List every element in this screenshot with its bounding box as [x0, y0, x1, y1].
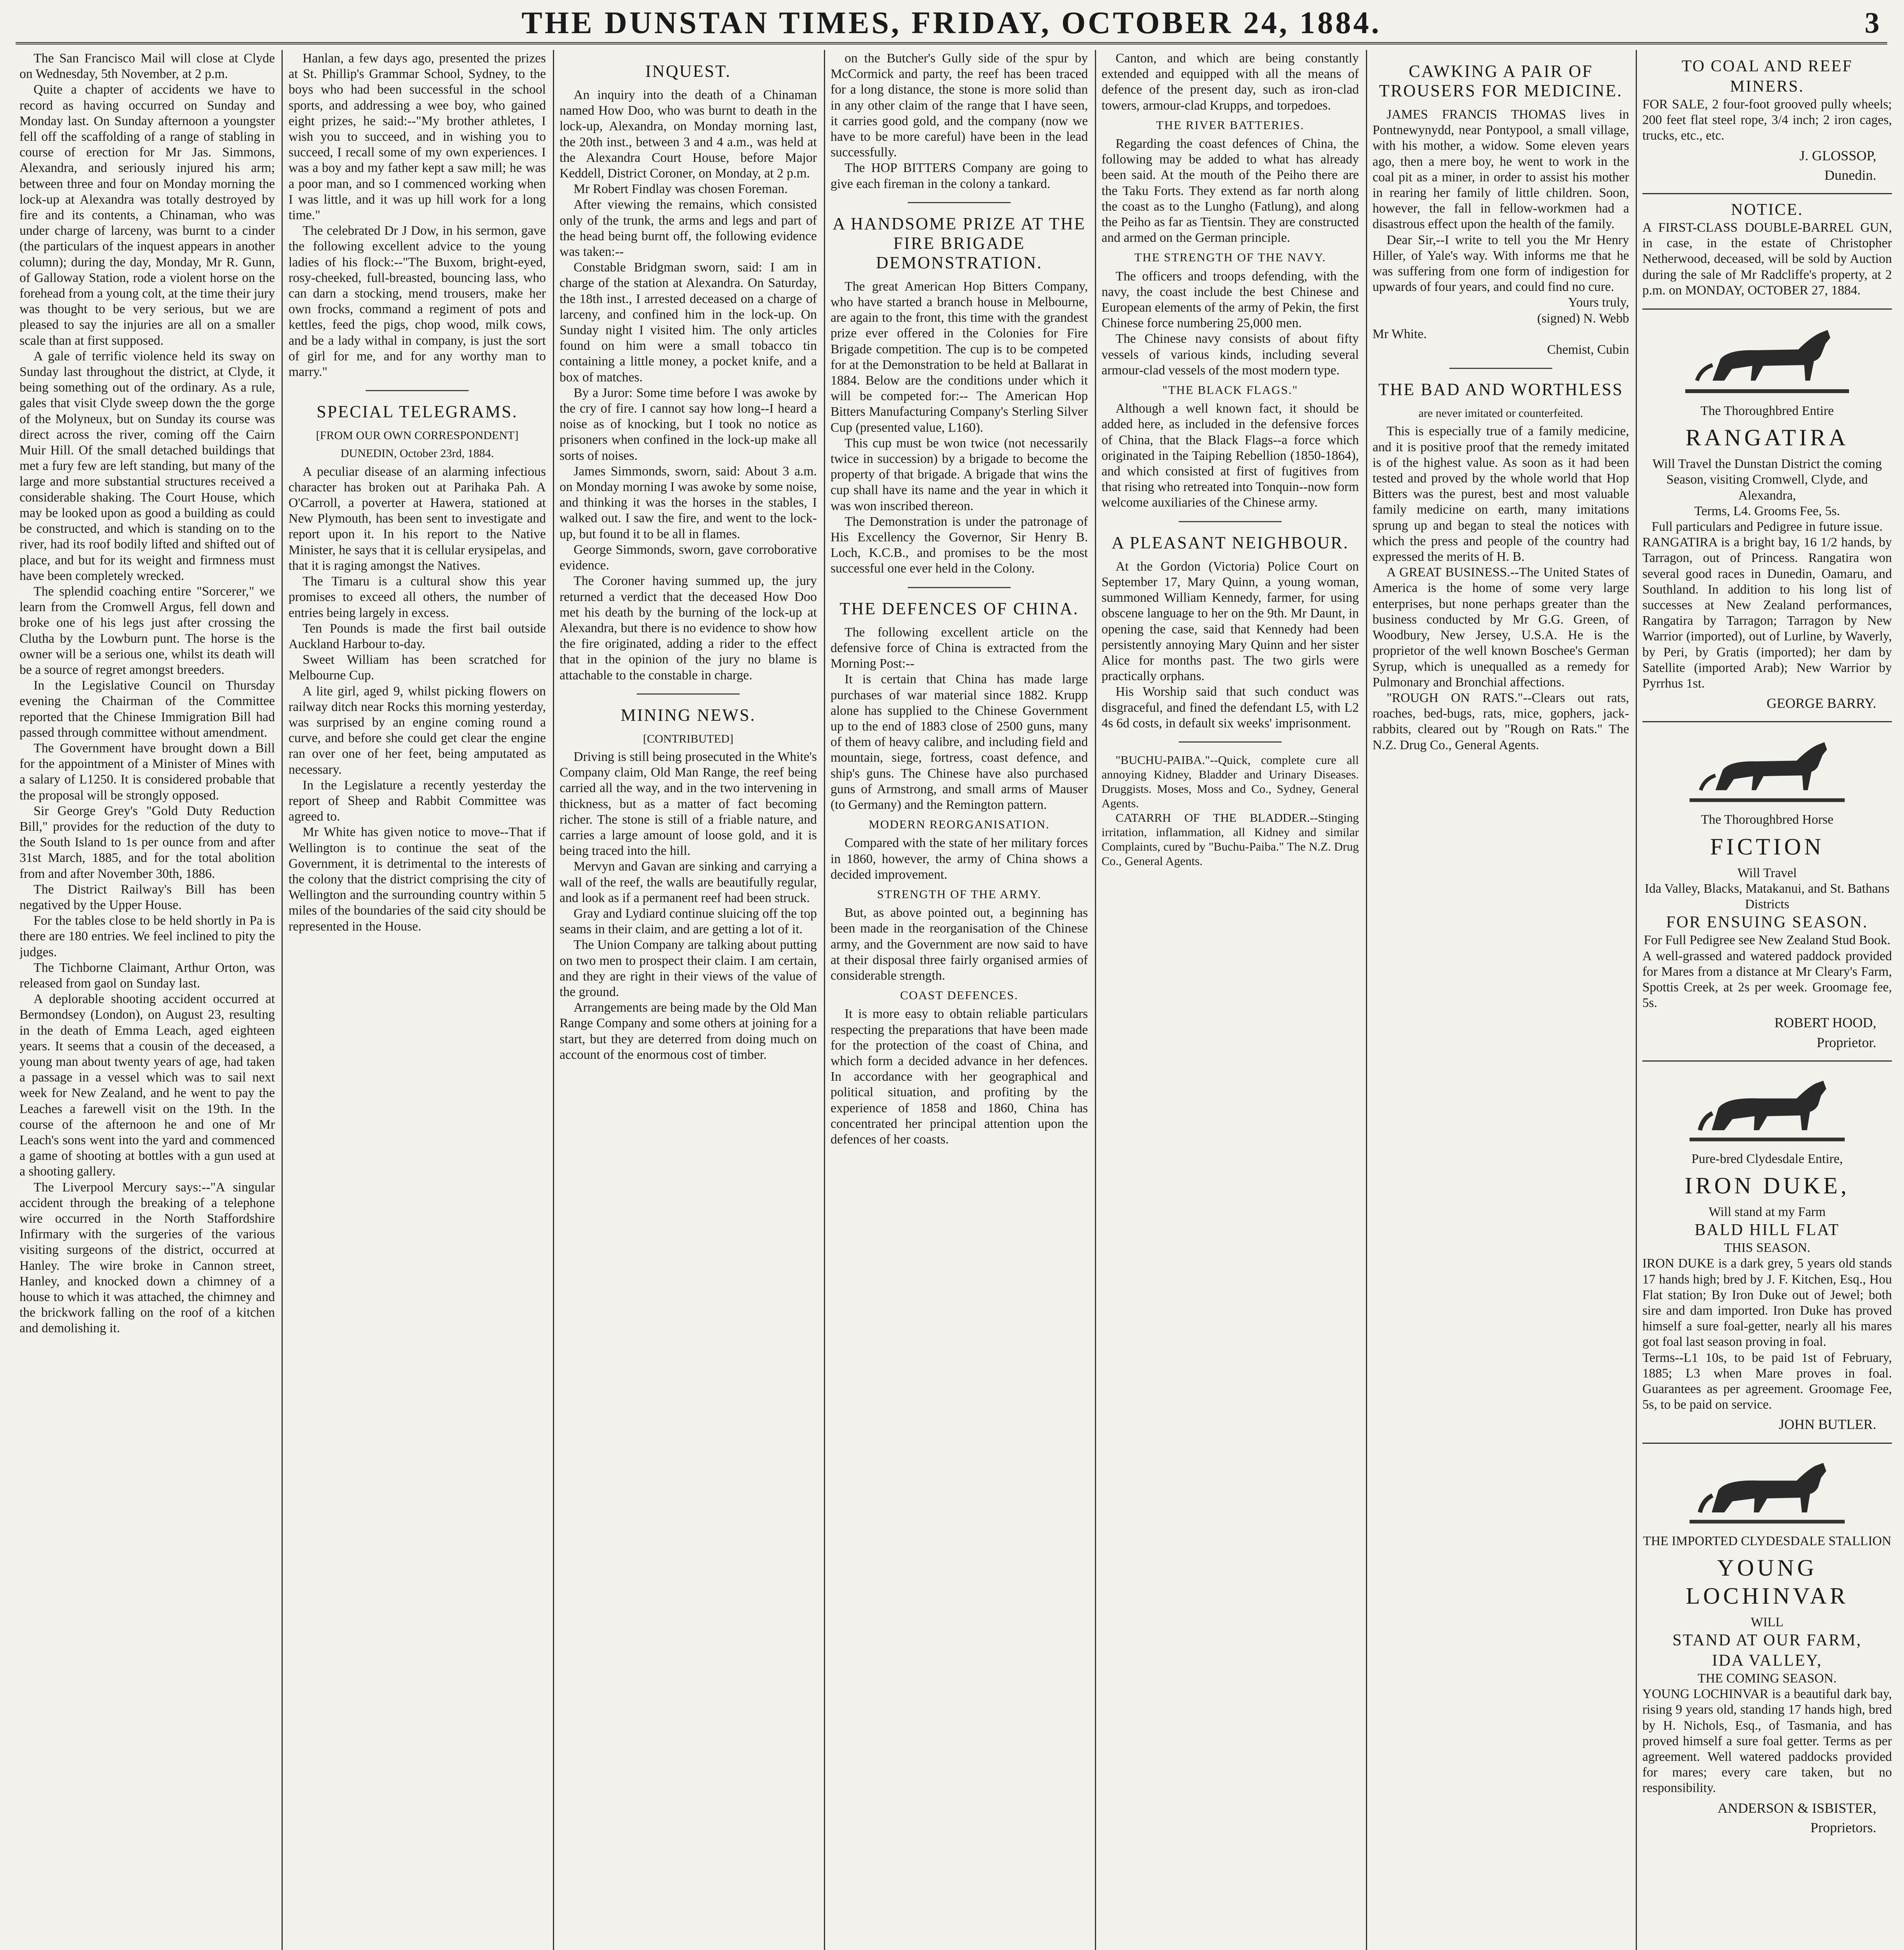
page-number: 3: [1865, 7, 1879, 39]
bad-worthless-heading: THE BAD AND WORTHLESS: [1378, 380, 1623, 399]
ad-line: Ida Valley, Blacks, Matakanui, and St. Bathans Districts: [1645, 881, 1890, 912]
article-paragraph: After viewing the remains, which consisted only of the trunk, the arms and legs and part of the head being burnt off, the following evidence was taken:--: [560, 197, 817, 259]
newspaper-title: THE DUNSTAN TIMES, FRIDAY, OCTOBER 24, 1884.: [521, 6, 1382, 40]
column-rule: [1636, 50, 1637, 1950]
advertisement-young-lochinvar: [1642, 1444, 1892, 1845]
horse-name: RANGATIRA: [1685, 425, 1849, 451]
advertisement-fiction: [1642, 722, 1892, 1061]
article-paragraph: Sir George Grey's "Gold Duty Reduction Bill," provides for the reduction of the duty to the South Island to 1s per ounce from and after 31st March, 1885, and for the total abolition from and after November 30th, 1886.: [19, 803, 275, 881]
section-divider: [637, 693, 740, 695]
ad-location: BALD HILL FLAT: [1695, 1221, 1840, 1239]
article-paragraph: An inquiry into the death of a Chinaman named How Doo, who was burnt to death in the lock-up, Alexandra, on Monday morning last, the 20th inst., between 3 and 4 a.m., was held at the Alexandra Court House, before Major Keddell, District Coroner, on Monday, at 2 p.m.: [560, 88, 817, 181]
ad-body: YOUNG LOCHINVAR is a beautiful dark bay, rising 9 years old, standing 17 hands high, bred by H. Nichols, Esq., of Tasmania, and has proved himself a sure foal getter. Terms as per agreement. Well watered paddocks provided for mares; every care taken, but no responsibility.: [1642, 1687, 1892, 1796]
ad-line: The Thoroughbred Entire: [1700, 404, 1834, 418]
article-paragraph: His Worship said that such conduct was disgraceful, and fined the defendant L5, with L2 4s 6d costs, in default six weeks' imprisonment.: [1102, 684, 1359, 730]
article-paragraph: The splendid coaching entire "Sorcerer," we learn from the Cromwell Argus, fell down and broke one of his legs just after crossing the Clutha by the Lowburn punt. The horse is the owner will be a serious one, whilst its death will be a source of regret amongst breeders.: [19, 584, 275, 677]
ad-season: THE COMING SEASON.: [1697, 1671, 1837, 1686]
ad-body: RANGATIRA is a bright bay, 16 1/2 hands, by Tarragon, out of Princess. Rangatira won several good races in Dunedin, Oamaru, and Southland. In addition to his long list of successes at New Zealand performances, Rangatira by Tarragon; Tarragon by New Warrior (imported), out of Lurline, by Waverly, by Peri, by Gratis (imported); her dam by Satellite (imported Arab); New Warrior by Pyrrhus 1st.: [1642, 535, 1892, 691]
article-paragraph: "ROUGH ON RATS."--Clears out rats, roaches, bed-bugs, rats, mice, gophers, jack-rabbits, cleared out by "Rough on Rats." The N.Z. Drug Co., General Agents.: [1373, 690, 1629, 752]
article-paragraph: Although a well known fact, it should be added here, as included in the defensive forces of China, that the Black Flags--a force which originated in the Taiping Rebellion (1850-1864), and which consisted at first of fugitives from that rising who retreated into Tonquin--now form welcome auxiliaries of the Chinese army.: [1102, 401, 1359, 510]
bad-worthless-subheading: are never imitated or counterfeited.: [1418, 407, 1583, 420]
advertisement-iron-duke: [1642, 1062, 1892, 1444]
masthead: [16, 3, 1887, 44]
telegram-item: A lite girl, aged 9, whilst picking flowers on railway ditch near Rocks this morning yesterday, was surprised by an engine coming round a curve, and before she could get clear the engine ran over one of her feet, being amputated as necessary.: [289, 684, 546, 777]
dateline: DUNEDIN, October 23rd, 1884.: [340, 447, 494, 460]
article-paragraph: It is more easy to obtain reliable particulars respecting the preparations that have been made for the protection of the coast of China, and which form a decided advance in her defences. In accordance with her geographical and political situation, and profiting by the experience of 1858 and 1860, China has concentrated her principal attention upon the defences of her coasts.: [831, 1007, 1088, 1147]
article-paragraph: The District Railway's Bill has been negatived by the Upper House.: [19, 882, 275, 912]
article-paragraph: The Chinese navy consists of about fifty vessels of various kinds, including several armour-clad vessels of the most modern type.: [1102, 332, 1359, 378]
column-5: [1102, 51, 1359, 1950]
article-paragraph: At the Gordon (Victoria) Police Court on September 17, Mary Quinn, a young woman, summoned William Kennedy, farmer, for using obscene language to her on the 9th. Mr Daunt, in opening the case, said that Kennedy had been persistently annoying Mary Quinn and her sister Alice for months past. The two girls were practically orphans.: [1102, 559, 1359, 684]
ad-signature: GEORGE BARRY.: [1766, 695, 1876, 711]
ad-location: STAND AT OUR FARM,: [1672, 1631, 1862, 1649]
horse-engraving-icon: [1685, 322, 1849, 396]
advertisement-rangatira: [1642, 310, 1892, 722]
ad-heading: TO COAL AND REEF MINERS.: [1681, 57, 1853, 96]
ad-signature: ROBERT HOOD,: [1774, 1015, 1876, 1031]
section-divider: [908, 202, 1011, 203]
article-paragraph: JAMES FRANCIS THOMAS lives in Pontnewynydd, near Pontypool, a small village, with his mother, a widow. Some eleven years ago, then a mere boy, he went to work in the coal pit as a miner, in order to assist his mother in rearing her family of little children. Soon, however, the fall in fellow-workmen had a disastrous effect upon the health of the family.: [1373, 107, 1629, 232]
signature-sub: Chemist, Cubin: [1547, 342, 1629, 357]
article-paragraph: Dear Sir,--I write to tell you the Mr Henry Hiller, of Yale's way. With informs me that he was suffering from one form of indigestion for upwards of four years, and could find no cure.: [1373, 232, 1629, 294]
addressee: Mr White.: [1373, 326, 1427, 341]
ad-body: A FIRST-CLASS DOUBLE-BARREL GUN, in case, in the estate of Christopher Netherwood, deceased, will be sold by Auction during the sale of Mr Radcliffe's property, at 2 p.m. on MONDAY, OCTOBER 27, 1884.: [1642, 220, 1892, 298]
section-divider: [366, 390, 469, 391]
article-paragraph: The following excellent article on the defensive force of China is extracted from the Morning Post:--: [831, 625, 1088, 671]
article-paragraph: on the Butcher's Gully side of the spur by McCormick and party, the reef has been traced for a long distance, the stone is more solid than in any other claim of the range that I have seen, it carries good gold, and the company (now we have to be more careful) have been in the lead successfully.: [831, 51, 1088, 160]
article-paragraph: The Government have brought down a Bill for the appointment of a Minister of Mines with a salary of L1250. It is considered probable that the proposal will be strongly opposed.: [19, 741, 275, 803]
column-rule: [824, 50, 825, 1950]
article-paragraph: By a Juror: Some time before I was awoke by the cry of fire. I cannot say how long--I heard a noise as of knocking, but I took no notice as prisoners when confined in the lock-up make all sorts of noises.: [560, 385, 817, 463]
subheading: COAST DEFENCES.: [900, 988, 1018, 1002]
subheading: STRENGTH OF THE ARMY.: [877, 887, 1041, 901]
inquest-heading: INQUEST.: [645, 62, 731, 81]
mining-news-heading: MINING NEWS.: [620, 705, 756, 725]
column-rule: [1366, 50, 1367, 1950]
article-paragraph: James Simmonds, sworn, said: About 3 a.m. on Monday morning I was awoke by some noise, and thinking it was the horses in the stables, I walked out. I saw the fire, and went to the lock-up, but found it to be all in flames.: [560, 464, 817, 541]
horse-name: YOUNG LOCHINVAR: [1686, 1555, 1849, 1609]
article-paragraph: A deplorable shooting accident occurred at Bermondsey (London), on August 23, resulting in the death of Emma Leach, aged eighteen years. It seems that a cousin of the deceased, a young man about twenty years of age, had taken a passage in a vessel which was to sail next week for New Zealand, and he went to pay the Leaches a farewell visit on the 19th. In the course of the afternoon he and one of Mr Leach's sons went into the yard and commenced a game of shooting at bottles with a gun used at a shooting gallery.: [19, 992, 275, 1179]
article-paragraph: This is especially true of a family medicine, and it is positive proof that the remedy imitated is of the highest value. As soon as it had been tested and proved by the whole world that Hop Bitters was the purest, best and most valuable family medicine on earth, many imitations sprung up and began to steal the notices with which the press and people of the country had expressed the merits of H. B.: [1373, 424, 1629, 564]
column-7-advertisements: [1642, 51, 1892, 1950]
column-4: [831, 51, 1088, 1950]
horse-name: FICTION: [1710, 833, 1824, 860]
advertisement-notice: [1642, 194, 1892, 310]
section-divider: [1179, 741, 1282, 743]
telegram-item: Ten Pounds is made the first bail outside Auckland Harbour to-day.: [289, 621, 546, 651]
ad-terms: Terms, L4. Grooms Fee, 5s.: [1694, 503, 1840, 518]
article-paragraph: Arrangements are being made by the Old Man Range Company and some others at joining for a start, but they are deterred from doing much on account of the enormous cost of timber.: [560, 1000, 817, 1062]
article-paragraph: The Demonstration is under the patronage of His Excellency the Governor, Sir Henry B. Loch, K.C.B., and promises to be the most successful one ever held in the Colony.: [831, 514, 1088, 576]
article-paragraph: The Tichborne Claimant, Arthur Orton, was released from gaol on Sunday last.: [19, 960, 275, 991]
ad-body: FOR SALE, 2 four-foot grooved pully wheels; 200 feet flat steel rope, 3/4 inch; 2 iron cages, trucks, etc., etc.: [1642, 97, 1892, 143]
ad-line: THE IMPORTED CLYDESDALE STALLION: [1643, 1533, 1892, 1548]
horse-engraving-icon: [1689, 1074, 1845, 1144]
column-6: [1373, 51, 1629, 1950]
ad-heading: NOTICE.: [1731, 201, 1803, 219]
ad-body: A well-grassed and watered paddock provided for Mares from a distance at Mr Cleary's Farm, Spottis Creek, at 2s per week. Groomage fee, 5s.: [1642, 948, 1892, 1010]
article-paragraph: Mervyn and Gavan are sinking and carrying a wall of the reef, the walls are beautifully regular, and look as if a permanent reef had been struck.: [560, 859, 817, 905]
telegram-item: In the Legislature a recently yesterday the report of Sheep and Rabbit Committee was agreed to.: [289, 778, 546, 824]
ad-signature: J. GLOSSOP,: [1799, 147, 1876, 163]
column-3: [560, 51, 817, 1950]
section-divider: [1179, 521, 1282, 522]
ad-line: Will Travel the Dunstan District the coming Season, visiting Cromwell, Clyde, and Alexandra,: [1652, 457, 1882, 503]
ad-signature: JOHN BUTLER.: [1779, 1416, 1876, 1432]
article-paragraph: George Simmonds, sworn, gave corroborative evidence.: [560, 542, 817, 573]
advertisement-coal-miners: [1642, 51, 1892, 194]
ad-line: Will Travel: [1737, 865, 1797, 880]
special-telegrams-heading: SPECIAL TELEGRAMS.: [316, 402, 518, 422]
contributed-line: [CONTRIBUTED]: [643, 732, 733, 745]
neighbour-heading: A PLEASANT NEIGHBOUR.: [1111, 533, 1349, 552]
subheading: THE STRENGTH OF THE NAVY.: [1134, 250, 1326, 264]
article-paragraph: The San Francisco Mail will close at Clyde on Wednesday, 5th November, at 2 p.m.: [19, 51, 275, 82]
subheading: MODERN REORGANISATION.: [868, 817, 1050, 831]
article-paragraph: Compared with the state of her military forces in 1860, however, the army of China shows a decided improvement.: [831, 836, 1088, 882]
article-paragraph: In the Legislative Council on Thursday evening the Chairman of the Committee reported that the Chinese Immigration Bill had passed through committee without amendment.: [19, 678, 275, 740]
article-paragraph: This cup must be won twice (not necessarily twice in succession) by a brigade to become the property of that brigade. A brigade that wins the cup shall have its name and the year in which it was won inscribed thereon.: [831, 436, 1088, 513]
fire-brigade-heading: A HANDSOME PRIZE AT THE FIRE BRIGADE DEMONSTRATION.: [832, 214, 1086, 272]
subheading: THE RIVER BATTERIES.: [1156, 118, 1305, 132]
article-paragraph: Mr Robert Findlay was chosen Foreman.: [574, 182, 788, 197]
article-paragraph: Canton, and which are being constantly extended and equipped with all the means of defence of the present day, such as iron-clad towers, armour-clad Krupps, and torpedoes.: [1102, 51, 1359, 113]
article-paragraph: The great American Hop Bitters Company, who have started a branch house in Melbourne, are again to the front, this time with the grandest prize ever offered in the Colonies for Fire Brigade competition. The cup is to be competed for at the Demonstration to be held at Ballarat in 1884. Below are the conditions under which it will be competed for:-- The American Hop Bitters Manufacturing Company's Sterling Silver Cup (presented value, L160).: [831, 279, 1088, 435]
horse-engraving-icon: [1689, 735, 1845, 805]
section-divider: [908, 587, 1011, 588]
article-paragraph: The officers and troops defending, with the navy, the coast include the best Chinese and European elements of the army of Pekin, the first Chinese force numbering 25,000 men.: [1102, 269, 1359, 331]
article-paragraph: Driving is still being prosecuted in the White's Company claim, Old Man Range, the reef being carried all the way, and in the two intervening in thickness, but as a matter of fact becoming richer. The stone is still of a friable nature, and carries a large amount of loose gold, and it is being traced into the hill.: [560, 749, 817, 858]
ad-line: Pure-bred Clydesdale Entire,: [1691, 1151, 1843, 1166]
ad-line: Full particulars and Pedigree in future issue.: [1651, 519, 1883, 534]
column-rule: [282, 50, 283, 1950]
correspondent-line: [FROM OUR OWN CORRESPONDENT]: [316, 429, 519, 442]
section-divider: [1449, 368, 1552, 369]
telegram-item: The Timaru is a cultural show this year promises to exceed all others, the number of entries being largely in excess.: [289, 574, 546, 620]
ad-place: Dunedin.: [1824, 167, 1876, 183]
ad-line: For Full Pedigree see New Zealand Stud Book.: [1644, 933, 1891, 948]
advertisement-paragraph: CATARRH OF THE BLADDER.--Stinging irritation, inflammation, all Kidney and similar Complaints, cured by "Buchu-Paiba." The N.Z. Drug Co., General Agents.: [1102, 810, 1359, 868]
subheading: "THE BLACK FLAGS.": [1162, 383, 1298, 397]
article-paragraph: For the tables close to be held shortly in Pa is there are 180 entries. We feel inclined to pity the judges.: [19, 913, 275, 959]
telegram-item: Mr White has given notice to move--That if Wellington is to continue the seat of the Government, it is detrimental to the interests of the colony that the district comprising the city of Wellington and the surrounding country within 5 miles of the boundaries of the said city should be represented in the House.: [289, 825, 546, 934]
ad-line: WILL: [1751, 1615, 1784, 1629]
ad-line: Will stand at my Farm: [1708, 1204, 1826, 1219]
column-rule: [553, 50, 554, 1950]
column-rule: [1095, 50, 1096, 1950]
article-paragraph: Hanlan, a few days ago, presented the prizes at St. Phillip's Grammar School, Sydney, to the boys who had been successful in the school sports, and addressing a wee boy, who gained eight prizes, he said:--"My brother athletes, I wish you to succeed, and in wishing you to succeed, I recall some of my own experiences. I was a boy and my father kept a saw mill; he was a poor man, and so I commenced working when I was little, and it was up hill work for a long time.": [289, 51, 546, 223]
signature: (signed) N. Webb: [1537, 311, 1629, 326]
article-paragraph: A gale of terrific violence held its sway on Sunday last throughout the district, at Clyde, it being something out of the ordinary. As a rule, gales that visit Clyde sweep down the the gorge of the Molyneux, but on Sunday its course was direct across the river, coming off the Cairn Muir Hill. Of the small detached buildings that met a fury few are left standing, but many of the large and more substantial structures received a considerable shaking. The Court House, which may be looked upon as good a building as could be constructed, and which is standing on to the river, had its roof bodily lifted and shifted out of place, and but for its weight and firmness must have been completely wrecked.: [19, 349, 275, 583]
ad-terms: Terms--L1 10s, to be paid 1st of February, 1885; L3 when Mare proves in foal. Guarantees as per agreement. Groomage Fee, 5s, to be paid on service.: [1642, 1350, 1892, 1412]
ad-signature-sub: Proprietors.: [1810, 1819, 1876, 1835]
trousers-heading: CAWKING A PAIR OF TROUSERS FOR MEDICINE.: [1379, 62, 1623, 100]
article-paragraph: The Coroner having summed up, the jury returned a verdict that the deceased How Doo met his death by the burning of the lock-up at Alexandra, but there is no evidence to show how the fire originated, adding a rider to the effect that in the opinion of the jury no blame is attachable to the constable in charge.: [560, 574, 817, 682]
ad-signature: ANDERSON & ISBISTER,: [1717, 1800, 1876, 1816]
telegram-item: Sweet William has been scratched for Melbourne Cup.: [289, 652, 546, 683]
telegram-item: A peculiar disease of an alarming infectious character has broken out at Parihaka Pah. A O'Carroll, a poverter at Hawera, stationed at New Plymouth, has been sent to investigate and report upon it. In his report to the Native Minister, he says that it is cellular erysipelas, and that it is raging amongst the Natives.: [289, 464, 546, 573]
ad-location: IDA VALLEY,: [1712, 1651, 1823, 1670]
column-2: [289, 51, 546, 1950]
article-paragraph: It is certain that China has made large purchases of war material since 1882. Krupp alone has supplied to the Chinese Government up to the end of 1883 close of 2500 guns, many of them of heavy calibre, and including field and mountain, siege, fortress, coast defence, and ship's guns. The Chinese have also purchased guns of Armstrong, and small arms of Mauser (to Germany) and the Remington pattern.: [831, 672, 1088, 812]
article-paragraph: Regarding the coast defences of China, the following may be added to what has already been said. At the mouth of the Peiho there are the Taku Forts. They extend as far north along the coast as to the Lungho (Fatlung), and along the Peiho as far as Tientsin. They are constructed and armed on the German principle.: [1102, 136, 1359, 245]
article-paragraph: The celebrated Dr J Dow, in his sermon, gave the following excellent advice to the young ladies of his flock:--"The Buxom, bright-eyed, rosy-cheeked, full-breasted, bouncing lass, who can darn a stocking, mend trousers, make her own frocks, command a regiment of pots and kettles, feed the pigs, chop wood, milk cows, and be a lady withal in company, is just the sort of girl for me, and for any worthy man to marry.": [289, 223, 546, 379]
article-paragraph: Constable Bridgman sworn, said: I am in charge of the station at Alexandra. On Saturday, the 18th inst., I arrested deceased on a charge of larceny, and confined him in the lock-up. On Sunday night I visited him. The only articles found on him were a small tobacco tin containing a little money, a pocket knife, and a box of matches.: [560, 260, 817, 385]
article-paragraph: Quite a chapter of accidents we have to record as having occurred on Sunday and Monday last. On Sunday afternoon a youngster fell off the scaffolding of a range of stabling in course of erection for Mr Jas. Simmons, Alexandra, and seriously injured his arm; between three and four on Monday morning the lock-up at Alexandra was totally destroyed by fire and its contents, a Chinaman, who was under charge of larceny, was burnt to a cinder (the particulars of the inquest appears in another column); during the day, Monday, Mr R. Gunn, of Galloway Station, rode a violent horse on the forehead from a young colt, at the time their jury was thought to be very serious, but we are pleased to say the injuries are all on a smaller scale than at first supposed.: [19, 82, 275, 348]
closing-line: Yours truly,: [1568, 295, 1629, 310]
article-paragraph: A GREAT BUSINESS.--The United States of America is the home of some very large enterprises, but none perhaps greater than the business conducted by Mr G.G. Green, of Woodbury, New Jersey, U.S.A. He is the proprietor of the well known Boschee's German Syrup, which is unequalled as a remedy for Pulmonary and Bronchial affections.: [1373, 565, 1629, 690]
article-paragraph: But, as above pointed out, a beginning has been made in the reorganisation of the Chinese army, and the Government are now said to have at their disposal three fairly organised armies of considerable strength.: [831, 906, 1088, 983]
article-paragraph: The Union Company are talking about putting on two men to prospect their claim. I am certain, and they are right in their views of the value of the ground.: [560, 938, 817, 999]
ad-season: FOR ENSUING SEASON.: [1666, 913, 1868, 932]
column-1: [19, 51, 275, 1950]
article-paragraph: The HOP BITTERS Company are going to give each fireman in the colony a tankard.: [831, 161, 1088, 191]
ad-line: The Thoroughbred Horse: [1701, 812, 1833, 827]
ad-body: IRON DUKE is a dark grey, 5 years old stands 17 hands high; bred by J. F. Kitchen, Esq., Hou Flat station; By Iron Duke out of Jewel; both sire and dam imported. Iron Duke has proved himself a sure foal-getter, nearly all his mares got foal last season proving in foal.: [1642, 1256, 1892, 1349]
ad-signature-sub: Proprietor.: [1817, 1034, 1876, 1050]
advertisement-paragraph: "BUCHU-PAIBA."--Quick, complete cure all annoying Kidney, Bladder and Urinary Diseases. Druggists. Moses, Moss and Co., Sydney, General Agents.: [1102, 753, 1359, 810]
horse-name: IRON DUKE,: [1684, 1172, 1850, 1198]
horse-engraving-icon: [1689, 1456, 1845, 1526]
article-paragraph: The Liverpool Mercury says:--"A singular accident through the breaking of a telephone wire occurred in the North Staffordshire Infirmary with the surgeries of the various visiting surgeons of the district, occurred at Hanley. The wire broke in Cannon street, Hanley, and knocked down a chimney of a house to which it was attached, the chimney and the brickwork falling on the roof of a kitchen and demolishing it.: [19, 1180, 275, 1336]
china-heading: THE DEFENCES OF CHINA.: [840, 599, 1079, 618]
ad-season: THIS SEASON.: [1724, 1241, 1810, 1255]
article-paragraph: Gray and Lydiard continue sluicing off the top seams in their claim, and are getting a lot of it.: [560, 906, 817, 937]
